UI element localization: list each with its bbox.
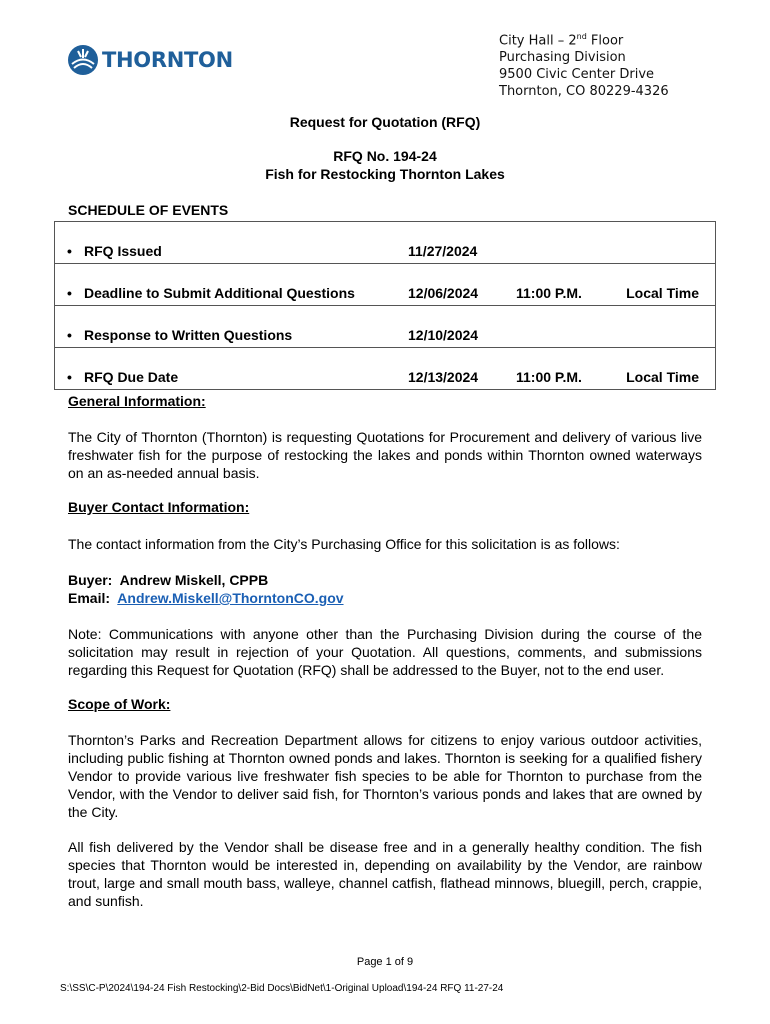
event-name: RFQ Due Date bbox=[84, 348, 408, 390]
buyer-name: Andrew Miskell, CPPB bbox=[119, 572, 269, 588]
schedule-row bbox=[55, 264, 716, 306]
schedule-title: SCHEDULE OF EVENTS bbox=[68, 202, 229, 218]
event-time bbox=[516, 222, 624, 264]
bullet: • bbox=[55, 264, 85, 306]
event-zone: Local Time bbox=[624, 348, 716, 390]
scope-paragraph-1: Thornton’s Parks and Recreation Department allows for citizens to enjoy various outdoor activities, including public fishing at Thornton owned ponds and lakes. Thornton is seeking for a qualified fishery Vendor to provide various live freshwater fish species to be able for Thornton to purchase from the Vendor, with the Vendor to deliver said fish, for Thornton’s various ponds and lakes that are owned by the City. bbox=[68, 732, 702, 820]
schedule-row bbox=[55, 222, 716, 264]
communications-note: Note: Communications with anyone other than the Purchasing Division during the course of the solicitation may result in rejection of your Quotation. All questions, comments, and submissions regarding this Request for Quotation (RFQ) shall be addressed to the Buyer, not to the end user. bbox=[68, 626, 702, 678]
logo-wordmark: THORNTON bbox=[102, 48, 233, 72]
schedule-row bbox=[55, 306, 716, 348]
address-line-4: Thornton, CO 80229-4326 bbox=[499, 84, 669, 100]
buyer-line bbox=[68, 571, 702, 589]
address-line-1: City Hall – 2nd Floor bbox=[499, 32, 624, 49]
general-info-heading: General Information: bbox=[68, 393, 206, 409]
event-date: 12/13/2024 bbox=[408, 348, 516, 390]
address-line-2: Purchasing Division bbox=[499, 50, 626, 66]
bullet: • bbox=[55, 306, 85, 348]
bullet: • bbox=[55, 222, 85, 264]
buyer-contact-heading: Buyer Contact Information: bbox=[68, 499, 250, 515]
email-label: Email: bbox=[68, 590, 111, 606]
event-name: Deadline to Submit Additional Questions bbox=[84, 264, 408, 306]
event-name: Response to Written Questions bbox=[84, 306, 408, 348]
event-zone: Local Time bbox=[624, 264, 716, 306]
scope-heading: Scope of Work: bbox=[68, 696, 171, 712]
schedule-row bbox=[55, 348, 716, 390]
page-number: Page 1 of 9 bbox=[356, 956, 414, 968]
address-line-3: 9500 Civic Center Drive bbox=[499, 67, 655, 83]
schedule-table bbox=[54, 221, 716, 390]
bullet: • bbox=[55, 348, 85, 390]
event-time: 11:00 P.M. bbox=[516, 264, 624, 306]
general-info-text: The City of Thornton (Thornton) is requesting Quotations for Procurement and delivery of various live freshwater fish for the purpose of restocking the lakes and ponds within Thornton owned waterways on an as-needed annual basis. bbox=[68, 429, 702, 481]
buyer-email-link[interactable]: Andrew.Miskell@ThorntonCO.gov bbox=[117, 590, 344, 606]
email-line bbox=[68, 589, 702, 607]
event-time bbox=[516, 306, 624, 348]
thornton-logo bbox=[67, 44, 233, 76]
scope-paragraph-2: All fish delivered by the Vendor shall be disease free and in a generally healthy condition. The fish species that Thornton would be interested in, depending on availability by the Vendor, are rainbow trout, large and small mouth bass, walleye, channel catfish, flathead minnows, bluegill, perch, crappie, and sunfish. bbox=[68, 839, 702, 909]
event-name: RFQ Issued bbox=[84, 222, 408, 264]
buyer-contact-intro: The contact information from the City’s Purchasing Office for this solicitation is as follows: bbox=[68, 536, 620, 552]
event-zone bbox=[624, 306, 716, 348]
event-zone bbox=[624, 222, 716, 264]
event-date: 12/06/2024 bbox=[408, 264, 516, 306]
thornton-emblem-icon bbox=[67, 44, 99, 76]
project-title: Fish for Restocking Thornton Lakes bbox=[265, 166, 505, 182]
city-hall-address bbox=[499, 28, 669, 100]
file-path: S:\SS\C-P\2024\194-24 Fish Restocking\2-Bid Docs\BidNet\1-Original Upload\194-24 RFQ 11-27-24 bbox=[60, 983, 504, 994]
event-date: 12/10/2024 bbox=[408, 306, 516, 348]
rfq-number: RFQ No. 194-24 bbox=[333, 148, 437, 164]
buyer-label: Buyer: bbox=[68, 572, 113, 588]
document-title: Request for Quotation (RFQ) bbox=[289, 114, 481, 130]
event-date: 11/27/2024 bbox=[408, 222, 516, 264]
event-time: 11:00 P.M. bbox=[516, 348, 624, 390]
